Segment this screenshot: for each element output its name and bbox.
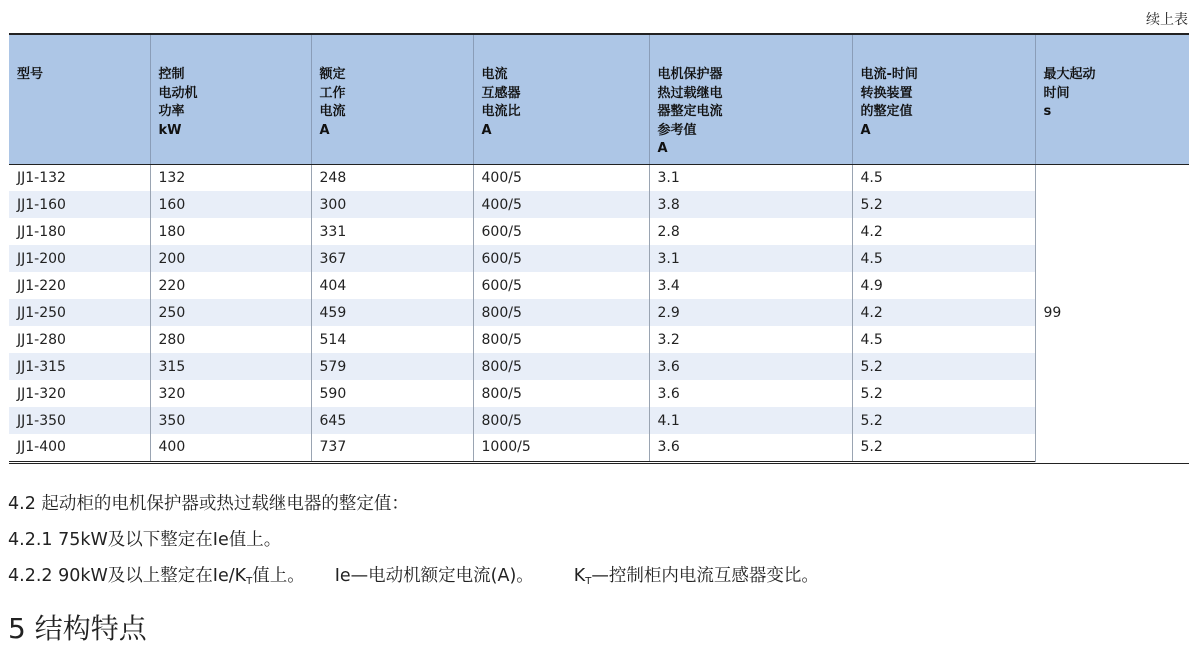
table-body [9,164,1189,461]
table-cell: 600/5 [473,218,649,245]
table-cell: 514 [311,326,473,353]
table-cell: 400/5 [473,191,649,218]
table-cell: 367 [311,245,473,272]
column-header-line: 电流 [319,104,346,119]
table-row [9,272,1189,299]
table-cell: JJ1-280 [17,331,66,348]
column-header-line: 参考值 [657,122,697,138]
column-header-line: 额定 [319,67,346,82]
column-header-line: 电流比 [481,104,521,119]
column-header-line: 功率 [158,104,185,119]
column-header-5 [852,34,1035,164]
max-start-time-cell: 99 [1035,164,1189,461]
table-cell: 3.8 [649,191,852,218]
table-cell: JJ1-180 [17,223,66,240]
table-row [9,191,1189,218]
table-cell: JJ1-315 [9,353,150,380]
column-header-6 [1035,34,1189,164]
column-header-line: 器整定电流 [657,104,723,119]
table-cell: 800/5 [473,407,649,434]
table-cell: 3.6 [649,353,852,380]
table-cell: 3.1 [649,245,852,272]
ie-definition: Ie—电动机额定电流(A)。 [334,566,534,586]
table-cell: 3.6 [649,434,852,461]
table-cell: JJ1-220 [17,277,66,294]
table-row [9,218,1189,245]
column-header-line: 时间 [1043,85,1070,101]
continued-label: 续上表 [1146,12,1188,28]
note-4-2-2 [8,562,819,587]
column-header-line: 型号 [17,67,44,82]
column-header-line: 控制 [158,67,185,82]
column-header-line: A [657,141,668,156]
section-heading: 5 结构特点 [8,612,147,645]
table-cell: 280 [150,326,311,353]
table-bottom-rule [9,463,1189,464]
table-cell: 220 [150,272,311,299]
kt-subscript: T [246,576,253,587]
table-cell: 350 [150,407,311,434]
column-header-line: 电机保护器 [657,67,723,82]
table-cell: JJ1-160 [9,191,150,218]
table-cell: 800/5 [473,353,649,380]
table-cell: 5.2 [852,191,1035,218]
column-header-line: 的整定值 [860,104,913,119]
table-cell: JJ1-132 [17,169,66,186]
table-cell: 600/5 [473,272,649,299]
table-cell: 3.1 [649,164,852,191]
table-cell: 4.5 [852,164,1035,191]
table-cell: 300 [311,191,473,218]
table-cell: 315 [150,353,311,380]
table-cell: JJ1-350 [9,407,150,434]
column-header-2 [311,34,473,164]
column-header-line: 互感器 [481,85,521,101]
column-header-line: 电流-时间 [860,67,918,82]
table-header-row [9,34,1189,164]
table-cell: 400/5 [473,164,649,191]
table-cell: 459 [311,299,473,326]
table-cell: 4.2 [852,299,1035,326]
table-cell: 4.5 [852,245,1035,272]
table-cell: 5.2 [852,407,1035,434]
table-cell: 800/5 [473,326,649,353]
table-cell: JJ1-400 [9,434,150,461]
table-cell: 579 [311,353,473,380]
note-4-2-2-tail: 值上。 [252,566,305,586]
column-header-line: A [481,122,492,138]
table-cell: 590 [311,380,473,407]
kt-symbol: K [573,566,586,586]
table-cell: 600/5 [473,245,649,272]
table-cell: 4.2 [852,218,1035,245]
table-cell: 5.2 [852,434,1035,461]
table-cell: JJ1-250 [9,299,150,326]
table-cell: JJ1-320 [17,385,66,402]
table-cell: 645 [311,407,473,434]
column-header-0 [9,34,150,164]
table-row [9,353,1189,380]
table-cell: 5.2 [852,353,1035,380]
table-cell: 4.9 [852,272,1035,299]
table-cell: 3.2 [649,326,852,353]
column-header-3 [473,34,649,164]
table-cell: 800/5 [473,380,649,407]
table-cell: 248 [311,164,473,191]
spec-table [9,33,1189,462]
column-header-line: A [319,122,330,138]
table-row [9,380,1189,407]
table-row [9,245,1189,272]
table-cell: 404 [311,272,473,299]
column-header-line: 电动机 [158,85,198,101]
column-header-line: 热过载继电 [657,85,723,101]
note-4-2-1: 4.2.1 75kW及以下整定在Ie值上。 [8,530,282,550]
table-row [9,407,1189,434]
table-cell: 250 [150,299,311,326]
column-header-line: kW [158,122,182,138]
table-cell: 400 [150,434,311,461]
table-cell: 3.4 [649,272,852,299]
column-header-line: A [860,122,871,138]
table-cell: 132 [150,164,311,191]
table-cell: 800/5 [473,299,649,326]
table-cell: 160 [150,191,311,218]
table-row [9,326,1189,353]
table-cell: 737 [311,434,473,461]
column-header-line: 电流 [481,67,508,82]
note-4-2-2-text: 4.2.2 90kW及以上整定在Ie/K [8,566,247,586]
table-cell: 320 [150,380,311,407]
column-header-line: s [1043,104,1052,119]
table-row [9,434,1189,461]
table-cell: 2.8 [649,218,852,245]
table-cell: 331 [311,218,473,245]
table-cell: 4.5 [852,326,1035,353]
column-header-line: 最大起动 [1043,67,1096,82]
table-cell: 200 [150,245,311,272]
table-cell: 3.6 [649,380,852,407]
kt-definition: —控制柜内电流互感器变比。 [591,566,819,586]
table-cell: JJ1-200 [9,245,150,272]
table-cell: 180 [150,218,311,245]
table-cell: 4.1 [649,407,852,434]
table-cell: 5.2 [852,380,1035,407]
column-header-line: 转换装置 [860,85,913,101]
table-row [9,164,1189,191]
table-cell: 2.9 [649,299,852,326]
column-header-line: 工作 [319,85,346,101]
table-cell: 1000/5 [473,434,649,461]
note-4-2: 4.2 起动柜的电机保护器或热过载继电器的整定值： [8,494,409,514]
kt-def-subscript: T [585,576,592,587]
column-header-4 [649,34,852,164]
column-header-1 [150,34,311,164]
table-row [9,299,1189,326]
